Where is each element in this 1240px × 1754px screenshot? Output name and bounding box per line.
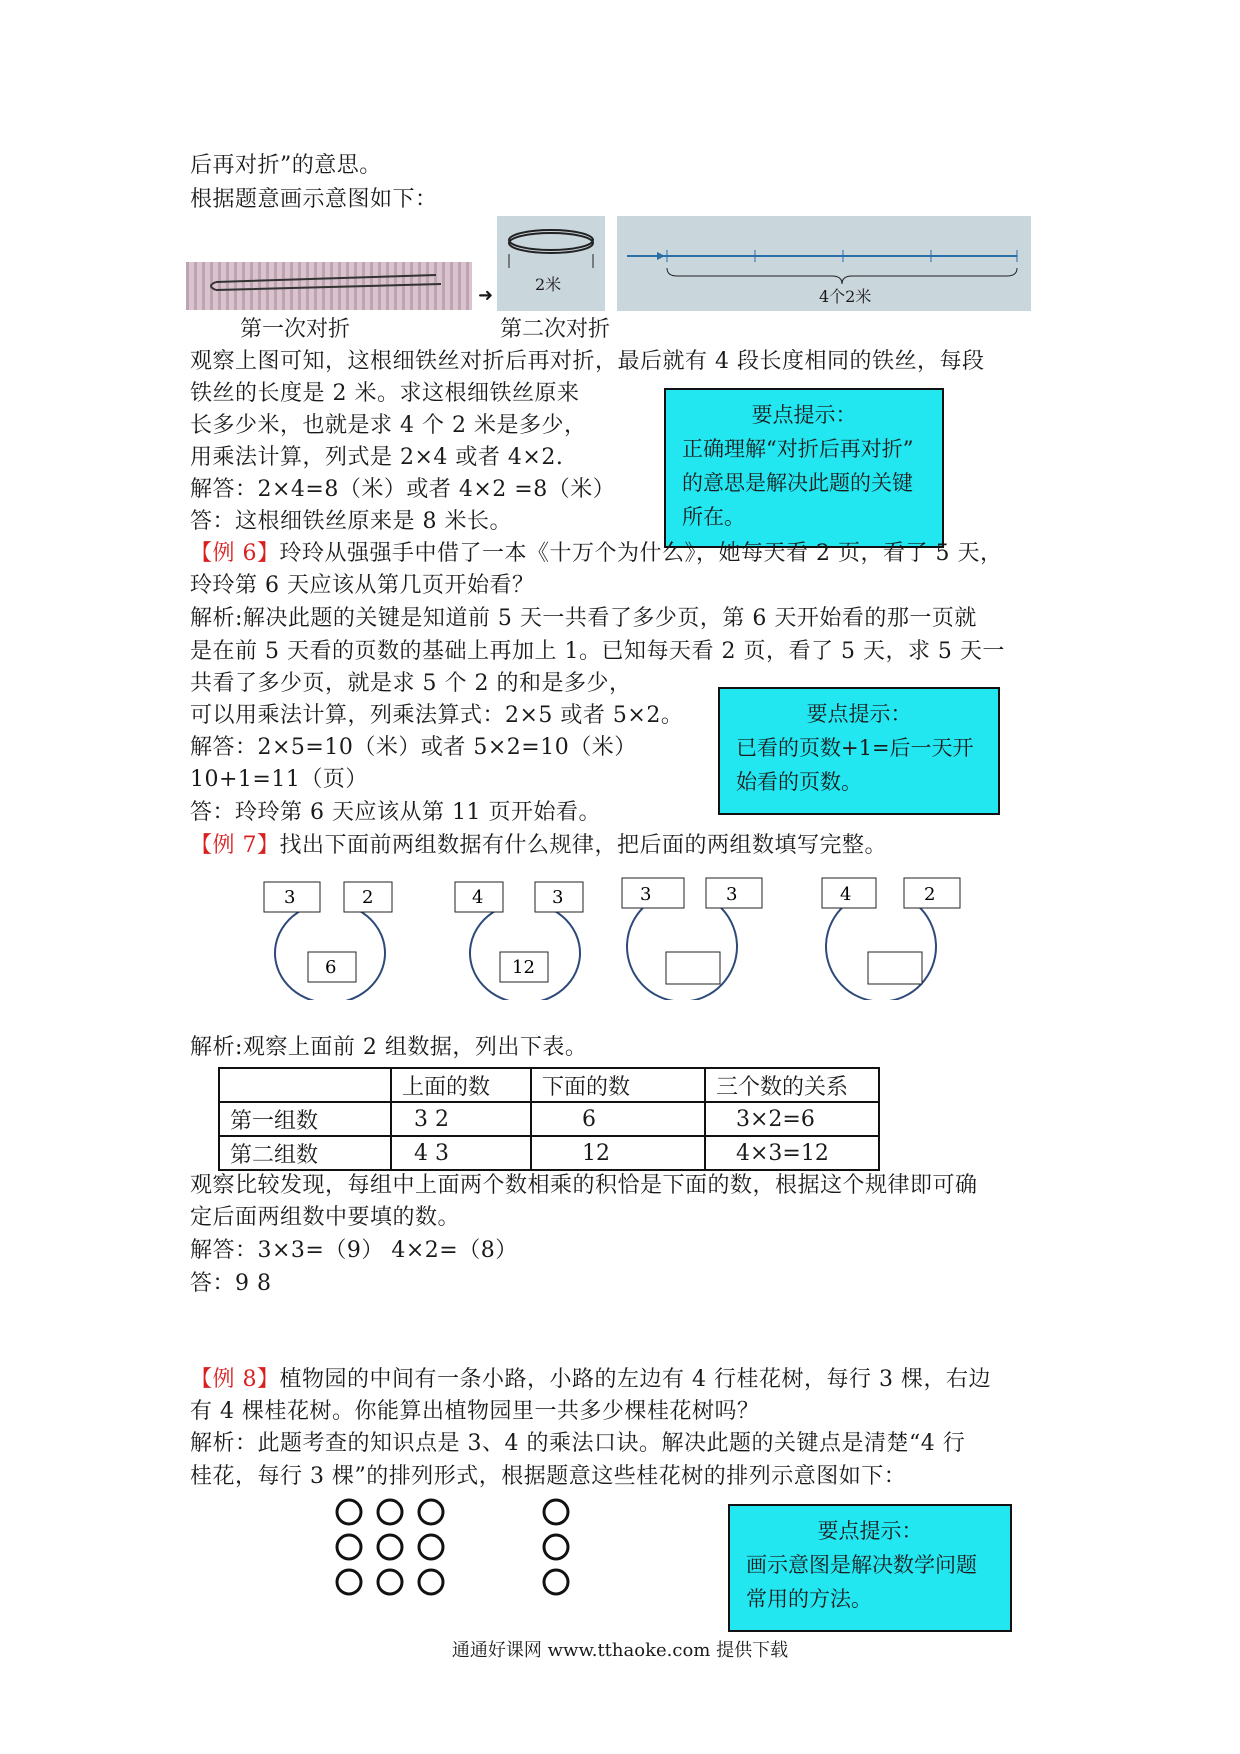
text-line: 解答：3×3=（9） 4×2=（8）: [190, 1238, 518, 1263]
tip-title: 要点提示：: [817, 1519, 923, 1543]
group-value: 6: [325, 957, 337, 978]
table-cell: 三个数的关系: [705, 1068, 879, 1102]
table-cell: 12: [531, 1136, 705, 1170]
page-footer: 通通好课网 www.tthaoke.com 提供下载: [451, 1640, 789, 1661]
number-group: [622, 878, 762, 1000]
example-7-question: 【例 7】找出下面前两组数据有什么规律，把后面的两组数填写完整。: [190, 833, 888, 858]
text-line: 根据题意画示意图如下：: [190, 187, 438, 212]
text-line: 观察上图可知，这根细铁丝对折后再对折，最后就有 4 段长度相同的铁丝，每段: [190, 349, 985, 374]
table-cell: 3 2: [391, 1102, 531, 1136]
tip-box-3: [728, 1504, 1012, 1632]
text-line: 有 4 棵桂花树。你能算出植物园里一共多少棵桂花树吗？: [190, 1399, 760, 1424]
table-cell: [219, 1068, 391, 1102]
example-6-question: 【例 6】玲玲从强强手中借了一本《十万个为什么》，她每天看 2 页，看了 5 天，: [190, 541, 1003, 566]
table-cell: 第二组数: [219, 1136, 391, 1170]
text-line: 定后面两组数中要填的数。: [190, 1205, 461, 1230]
tip-text: 常用的方法。: [746, 1587, 872, 1611]
table-cell: 6: [531, 1102, 705, 1136]
text-line: 是在前 5 天看的页数的基础上再加上 1。已知每天看 2 页，看了 5 天，求 5 天一: [190, 639, 1005, 664]
group-value: 2: [924, 884, 936, 905]
table-cell: 上面的数: [391, 1068, 531, 1102]
tip-text: 所在。: [682, 505, 745, 529]
group-value: 4: [840, 884, 852, 905]
text-line: 解析:解决此题的关键是知道前 5 天一共看了多少页，第 6 天开始看的那一页就: [190, 606, 977, 631]
table-cell: 4×3=12: [705, 1136, 879, 1170]
table-cell: 4 3: [391, 1136, 531, 1170]
table-cell: 第一组数: [219, 1102, 391, 1136]
text-line: 解析：此题考查的知识点是 3、4 的乘法口诀。解决此题的关键点是清楚“4 行: [190, 1431, 966, 1456]
table-cell: 3×2=6: [705, 1102, 879, 1136]
group-value: 2: [362, 887, 374, 908]
group-value: 12: [512, 957, 535, 978]
tip-text: 已看的页数+1=后一天开: [736, 736, 974, 760]
tip-title: 要点提示：: [751, 403, 857, 427]
table-row: [219, 1102, 879, 1136]
example-tag: 【例 6】: [190, 541, 280, 566]
text-line: 后再对折”的意思。: [190, 153, 382, 178]
table-row: [219, 1136, 879, 1170]
example-8-question: 【例 8】植物园的中间有一条小路，小路的左边有 4 行桂花树，每行 3 棵，右边: [190, 1367, 991, 1392]
tip-title: 要点提示：: [806, 702, 912, 726]
example-tag: 【例 8】: [190, 1367, 280, 1392]
text-line: 长多少米，也就是求 4 个 2 米是多少，: [190, 413, 587, 438]
text-line: 解析:观察上面前 2 组数据，列出下表。: [190, 1035, 588, 1060]
text-line: 共看了多少页，就是求 5 个 2 的和是多少，: [190, 671, 632, 696]
table-cell: 下面的数: [531, 1068, 705, 1102]
tip-text: 画示意图是解决数学问题: [746, 1553, 977, 1577]
text-line: 玲玲第 6 天应该从第几页开始看？: [190, 573, 535, 598]
table-header-row: [219, 1068, 879, 1102]
group-value: 3: [284, 887, 296, 908]
example-tag: 【例 7】: [190, 833, 280, 858]
number-group: [822, 878, 960, 1000]
number-group: [264, 882, 392, 1000]
text-line: 桂花，每行 3 棵”的排列形式，根据题意这些桂花树的排列示意图如下：: [190, 1464, 907, 1489]
group-value: 3: [726, 884, 738, 905]
caption-second: 第二次对折: [500, 317, 611, 342]
label-4x2m: 4个2米: [819, 287, 872, 306]
text-line: 观察比较发现，每组中上面两个数相乘的积恰是下面的数，根据这个规律即可确: [190, 1173, 978, 1198]
text-line: 用乘法计算，列式是 2×4 或者 4×2.: [190, 445, 564, 470]
text-line: 解答：2×5=10（米）或者 5×2=10（米）: [190, 735, 637, 760]
tip-text: 的意思是解决此题的关键: [682, 471, 913, 495]
group-value: 4: [472, 887, 484, 908]
group-value: 3: [640, 884, 652, 905]
tip-text: 正确理解“对折后再对折”: [682, 437, 914, 461]
text-line: 10+1=11（页）: [190, 767, 368, 792]
text-line: 答：这根细铁丝原来是 8 米长。: [190, 509, 512, 534]
text-line: 铁丝的长度是 2 米。求这根细铁丝原来: [190, 381, 580, 406]
text-line: 答：玲玲第 6 天应该从第 11 页开始看。: [190, 800, 601, 825]
group-value: 3: [552, 887, 564, 908]
number-group: [455, 882, 583, 1000]
relation-table: [218, 1067, 880, 1171]
text-line: 可以用乘法计算，列乘法算式：2×5 或者 5×2。: [190, 703, 684, 728]
caption-first: 第一次对折: [240, 317, 351, 342]
tip-text: 始看的页数。: [736, 770, 862, 794]
arrow-icon: ➜: [478, 285, 494, 306]
text-line: 解答：2×4=8（米）或者 4×2 =8（米）: [190, 477, 616, 502]
label-2m: 2米: [535, 275, 562, 294]
text-line: 答：9 8: [190, 1271, 272, 1296]
tree-arrangement-diagram: [0, 1490, 620, 1610]
